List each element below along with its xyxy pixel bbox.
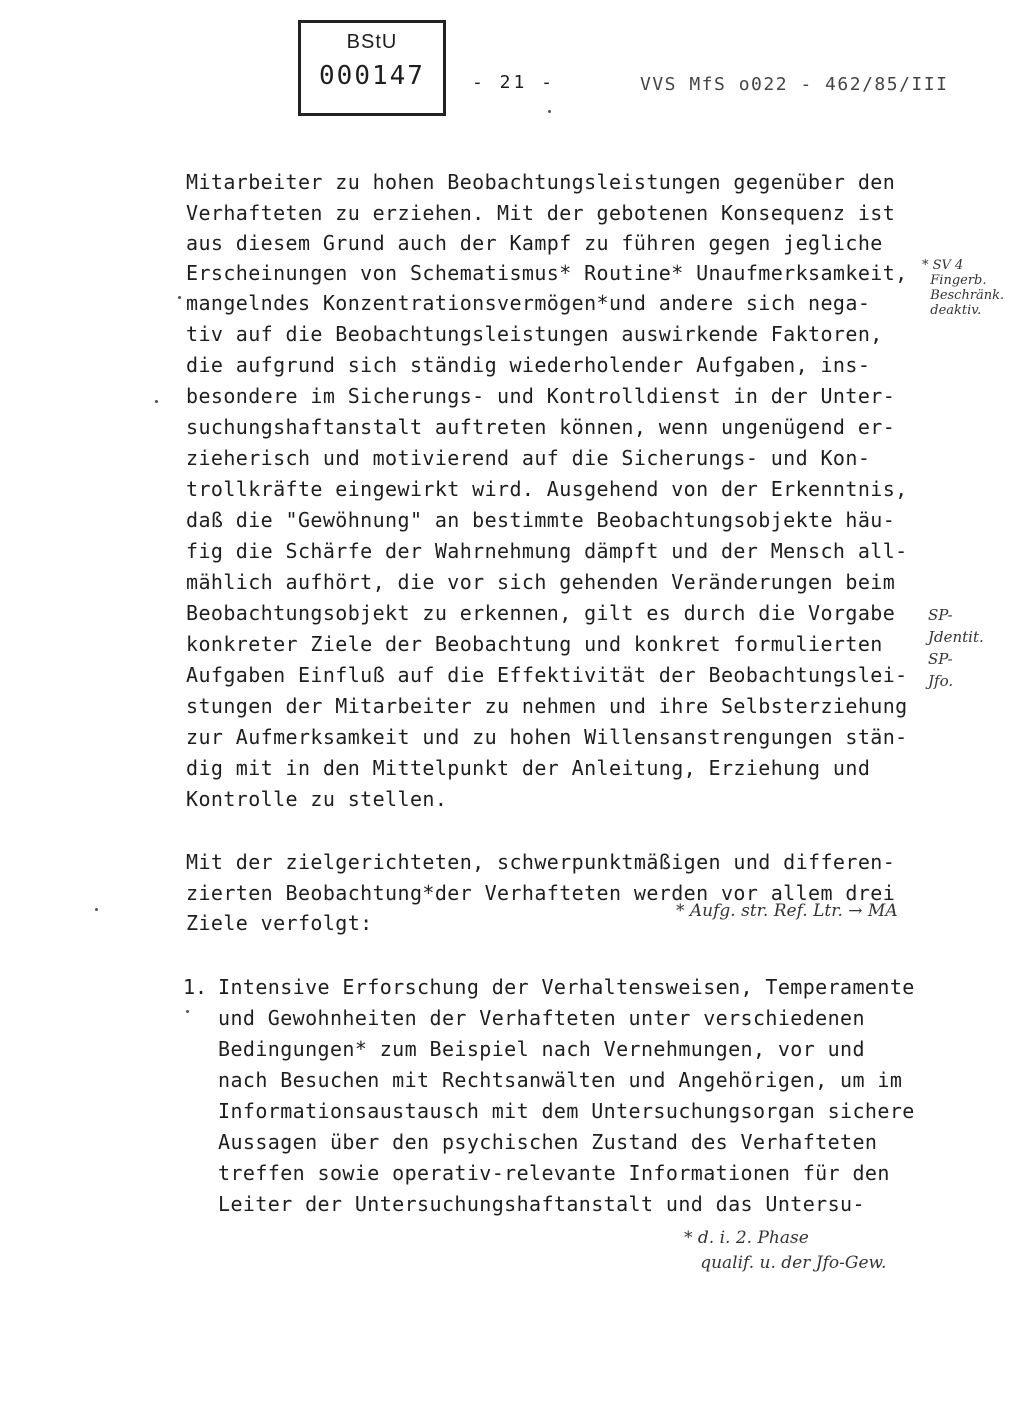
text-line: suchungshaftanstalt auftreten können, wenn ungenügend er- [186, 415, 896, 439]
list-item-line: treffen sowie operativ-relevante Informationen für den [218, 1161, 890, 1185]
text-line: Aufgaben Einfluß auf die Effektivität der Beobachtungslei- [186, 663, 908, 687]
scan-speck [548, 110, 551, 113]
handwritten-margin-note: SP- Jdentit. SP- Jfo. [928, 606, 984, 690]
text-line: Kontrolle zu stellen. [186, 787, 448, 811]
text-line: zur Aufmerksamkeit und zu hohen Willensanstrengungen stän- [186, 725, 908, 749]
text-line: Mitarbeiter zu hohen Beobachtungsleistungen gegenüber den [186, 170, 896, 194]
list-item-line: Leiter der Untersuchungshaftanstalt und das Untersu- [218, 1192, 865, 1216]
text-line: zierten Beobachtung*der Verhafteten werden vor allem drei [186, 881, 896, 905]
stamp-office: BStU [346, 31, 398, 53]
document-reference: VVS MfS o022 - 462/85/III [640, 74, 949, 95]
text-line: aus diesem Grund auch der Kampf zu führen gegen jegliche [186, 231, 883, 255]
text-line: stungen der Mitarbeiter zu nehmen und ihre Selbsterziehung [186, 694, 908, 718]
stamp-number: 000147 [319, 61, 425, 91]
text-line: Mit der zielgerichteten, schwerpunktmäßigen und differen- [186, 850, 896, 874]
text-line: besondere im Sicherungs- und Kontrolldienst in der Unter- [186, 384, 896, 408]
list-item-line: Bedingungen* zum Beispiel nach Vernehmungen, vor und [218, 1037, 865, 1061]
text-line: tiv auf die Beobachtungsleistungen auswirkende Faktoren, [186, 322, 883, 346]
text-line: trollkräfte eingewirkt wird. Ausgehend von der Erkenntnis, [186, 477, 908, 501]
page-number: - 21 - [472, 72, 556, 93]
list-item-line: Intensive Erforschung der Verhaltensweisen, Temperamente [218, 975, 915, 999]
text-line: zieherisch und motivierend auf die Sicherungs- und Kon- [186, 446, 871, 470]
list-number: 1. [183, 975, 208, 999]
text-line: Ziele verfolgt: [186, 911, 373, 935]
scan-speck [178, 296, 181, 299]
text-line: Beobachtungsobjekt zu erkennen, gilt es durch die Vorgabe [186, 601, 896, 625]
text-line: daß die "Gewöhnung" an bestimmte Beobachtungsobjekte häu- [186, 508, 896, 532]
list-item-line: nach Besuchen mit Rechtsanwälten und Angehörigen, um im [218, 1068, 903, 1092]
scan-speck [95, 908, 98, 911]
scan-speck [186, 1010, 189, 1013]
list-item-line: Aussagen über den psychischen Zustand des Verhafteten [218, 1130, 878, 1154]
text-line: dig mit in den Mittelpunkt der Anleitung, Erziehung und [186, 756, 871, 780]
list-item-line: Informationsaustausch mit dem Untersuchungsorgan sichere [218, 1099, 915, 1123]
list-item-line: und Gewohnheiten der Verhafteten unter verschiedenen [218, 1006, 865, 1030]
scan-speck [155, 400, 158, 403]
text-line: mangelndes Konzentrationsvermögen*und andere sich nega- [186, 291, 871, 315]
handwritten-annotation: * d. i. 2. Phase qualif. u. der Jfo-Gew. [684, 1228, 887, 1273]
text-line: die aufgrund sich ständig wiederholender Aufgaben, ins- [186, 353, 871, 377]
handwritten-annotation: * Aufg. str. Ref. Ltr. → MA [676, 901, 898, 921]
text-line: mählich aufhört, die vor sich gehenden Veränderungen beim [186, 570, 896, 594]
handwritten-margin-note: * SV 4 Fingerb. Beschränk. deaktiv. [922, 258, 1005, 318]
text-line: Erscheinungen von Schematismus* Routine* Unaufmerksamkeit, [186, 261, 908, 285]
archive-stamp [298, 20, 446, 116]
text-line: Verhafteten zu erziehen. Mit der gebotenen Konsequenz ist [186, 201, 896, 225]
text-line: konkreter Ziele der Beobachtung und konkret formulierten [186, 632, 883, 656]
text-line: fig die Schärfe der Wahrnehmung dämpft und der Mensch all- [186, 539, 908, 563]
